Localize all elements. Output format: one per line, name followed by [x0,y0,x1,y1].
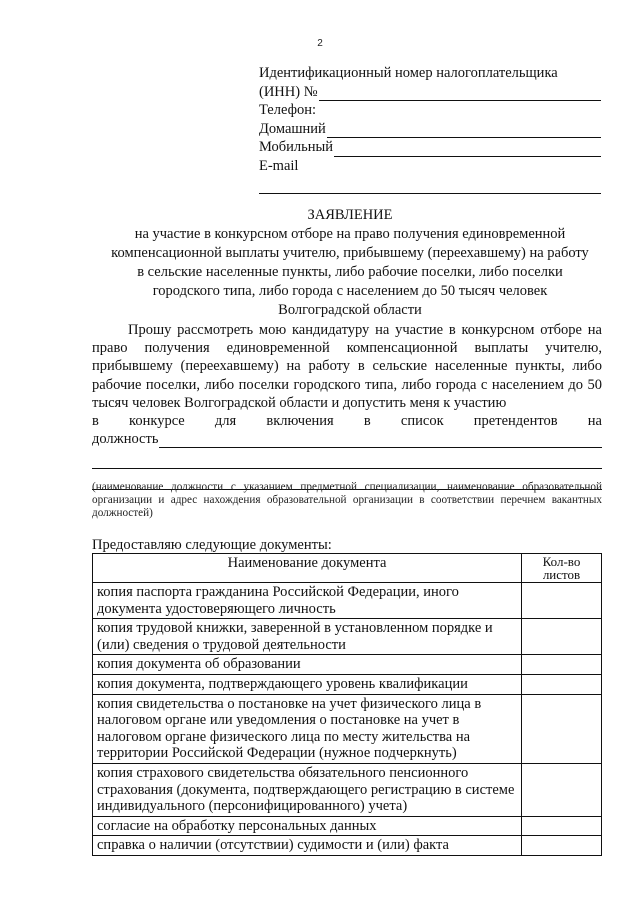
inn-line [259,83,601,102]
spread-word: в [363,413,371,430]
position-field-continued[interactable] [92,448,602,469]
title-line: городского типа, либо города с населением до 50 тысяч человек [152,283,548,299]
table-row [93,583,602,619]
application-body [92,321,602,490]
sheet-count-cell[interactable] [522,674,602,694]
position-line [92,430,602,448]
position-label: должность [92,431,159,448]
table-row [93,836,602,856]
position-field[interactable] [159,433,602,448]
documents-table [92,553,602,856]
column-header-count: Кол-во листов [522,554,602,583]
table-row [93,674,602,694]
document-name-cell: копия паспорта гражданина Российской Федерации, иного документа удостоверяющего личность [93,583,522,619]
sheet-count-cell[interactable] [522,655,602,675]
inn-label: Идентификационный номер налогоплательщика [259,65,558,81]
table-row [93,619,602,655]
request-paragraph: Прошу рассмотреть мою кандидатуру на участие в конкурсном отборе на право получения единовременной компенсационной выплаты учителю, прибывшему (переехавшему) на работу в сельские населенные пункты, либо рабочие поселки, либо поселки городского типа, либо города с населением до 50 тысяч человек Волгоградской области и допустить меня к участию [92,322,602,411]
position-note: (наименование должности с указанием предметной специализации, наименование образовательной организации и адрес нахождения образовательной организации в соответствии перечнем вакантных должностей) [92,481,602,520]
sheet-count-cell[interactable] [522,816,602,836]
document-name-cell: копия трудовой книжки, заверенной в установленном порядке и (или) сведения о трудовой деятельности [93,619,522,655]
spread-word: на [587,413,602,430]
home-phone-line [259,120,601,139]
title-line: на участие в конкурсном отборе на право получения единовременной [134,226,566,242]
document-name-cell: справка о наличии (отсутствии) судимости и (или) факта [93,836,522,856]
spread-word: в [92,413,99,430]
spread-word: претендентов [473,413,558,430]
phone-label: Телефон: [259,102,317,118]
email-field[interactable] [259,175,601,194]
mobile-phone-line [259,138,601,157]
title-line: в сельские населенные пункты, либо рабочие поселки, либо поселки [137,264,563,280]
table-row [93,655,602,675]
document-name-cell: копия свидетельства о постановке на учет физического лица в налоговом органе или уведомления о постановке на учет в налоговом органе физического лица по месту жительства на территории Российской Федерации (нужное подчеркнуть) [93,694,522,763]
table-row [93,763,602,816]
table-header-row [93,554,602,583]
inn-field[interactable] [319,86,601,101]
sheet-count-cell[interactable] [522,583,602,619]
document-name-cell: копия документа об образовании [93,655,522,675]
title-heading: ЗАЯВЛЕНИЕ [307,207,393,223]
applicant-info-block [259,64,601,194]
mobile-phone-label: Мобильный [259,139,334,155]
sheet-count-cell[interactable] [522,619,602,655]
title-line: компенсационной выплаты учителю, прибывшему (переехавшему) на работу [111,245,589,261]
spread-word: список [400,413,444,430]
mobile-phone-field[interactable] [334,142,601,157]
document-name-cell: согласие на обработку персональных данных [93,816,522,836]
sheet-count-cell[interactable] [522,836,602,856]
table-row [93,816,602,836]
spread-line [92,412,602,430]
title-line: Волгоградской области [278,302,422,318]
application-title [100,206,600,320]
home-phone-label: Домашний [259,120,326,137]
home-phone-field[interactable] [327,123,601,138]
sheet-count-cell[interactable] [522,763,602,816]
inn-number-label: (ИНН) № [259,83,318,100]
document-name-cell: копия страхового свидетельства обязательного пенсионного страхования (документа, подтверждающего регистрацию в системе индивидуального (персонифицированного) учета) [93,763,522,816]
email-label: E-mail [259,157,299,174]
page-number: 2 [317,38,323,49]
spread-word: конкурсе [129,413,185,430]
sheet-count-cell[interactable] [522,694,602,763]
spread-word: включения [266,413,334,430]
table-row [93,694,602,763]
documents-intro: Предоставляю следующие документы: [92,537,332,553]
spread-word: для [214,413,237,430]
column-header-name: Наименование документа [93,554,522,583]
document-name-cell: копия документа, подтверждающего уровень квалификации [93,674,522,694]
